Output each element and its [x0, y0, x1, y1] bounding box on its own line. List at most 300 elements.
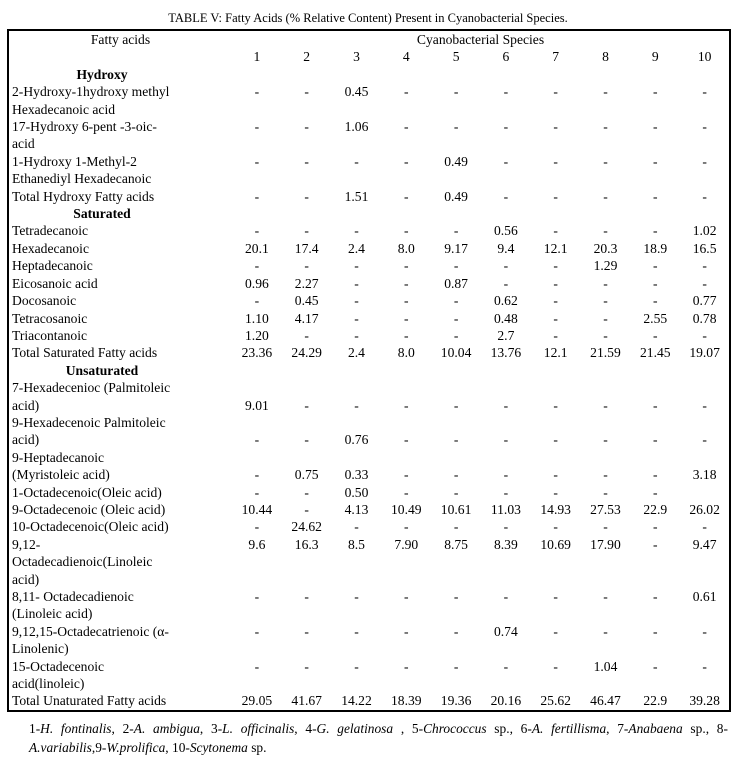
value-cell: - [603, 188, 608, 204]
table-row [8, 257, 730, 274]
legend-text: , 10- [165, 739, 190, 755]
section-label: Hydroxy [76, 66, 128, 82]
species-number-header: 2 [303, 49, 311, 65]
fatty-acid-label: 9,12,15-Octadecatrienoic (α- [12, 623, 169, 639]
table-row [8, 501, 730, 518]
value-cell: 1.02 [692, 223, 717, 239]
legend-text: 1- [29, 720, 41, 736]
value-cell: 46.47 [590, 693, 621, 709]
value-cell: 9.17 [444, 240, 468, 256]
value-cell: - [503, 432, 509, 448]
value-cell: - [404, 153, 409, 169]
value-cell: - [553, 623, 558, 639]
value-cell: - [304, 84, 309, 100]
table-row [8, 449, 730, 466]
value-cell: - [603, 432, 608, 448]
value-cell: - [603, 397, 608, 413]
value-cell: - [354, 589, 359, 604]
value-cell: - [553, 310, 558, 326]
value-cell: - [254, 223, 260, 239]
value-cell: - [603, 310, 608, 326]
fatty-acid-label: Total Saturated Fatty acids [12, 345, 158, 361]
value-cell: - [404, 432, 409, 448]
table-row [8, 397, 730, 414]
value-cell: - [553, 432, 558, 448]
value-cell: - [404, 223, 409, 239]
value-cell: 0.61 [692, 589, 717, 604]
value-cell: 24.62 [291, 519, 322, 535]
value-cell: 13.76 [490, 345, 522, 361]
value-cell: - [304, 397, 309, 413]
value-cell: - [603, 275, 608, 291]
value-cell: 0.78 [692, 310, 717, 326]
value-cell: - [404, 275, 409, 291]
legend-text: , 2- [111, 720, 134, 736]
value-cell: - [553, 293, 558, 309]
fatty-acid-label: acid [12, 136, 35, 152]
value-cell: 2.4 [347, 345, 365, 361]
value-cell: - [254, 658, 260, 674]
value-cell: - [603, 84, 608, 100]
value-cell: - [503, 153, 509, 169]
value-cell: 29.05 [241, 693, 273, 709]
value-cell: 20.16 [490, 693, 522, 709]
value-cell: 8.0 [397, 240, 415, 256]
value-cell: - [404, 589, 409, 604]
empty-cells [232, 362, 730, 379]
value-cell: - [702, 432, 707, 448]
fatty-acid-label: Tetracosanoic [12, 310, 88, 326]
value-cell: 0.45 [294, 293, 319, 309]
value-cell: - [453, 623, 459, 639]
value-cell: 16.3 [294, 536, 319, 552]
value-cell: - [404, 310, 409, 326]
value-cell: - [304, 327, 309, 343]
value-cell: 0.62 [493, 293, 518, 309]
value-cell: 19.36 [440, 693, 472, 709]
value-cell: - [603, 623, 608, 639]
value-cell: - [702, 658, 707, 674]
value-cell: - [404, 188, 409, 204]
value-cell: - [404, 467, 409, 483]
fatty-acid-label: acid) [12, 397, 40, 413]
value-cell: - [354, 397, 359, 413]
fatty-acid-label: Hexadecanoic acid [12, 101, 116, 117]
value-cell: - [453, 310, 459, 326]
value-cell: - [453, 484, 459, 500]
value-cell: 22.9 [643, 693, 668, 709]
value-cell: 10.61 [440, 501, 472, 517]
legend-text: , 7- [606, 720, 629, 736]
value-cell: - [653, 519, 658, 535]
table-row [8, 484, 730, 501]
table-row [8, 553, 730, 570]
value-cell: - [404, 258, 409, 274]
value-cell [680, 484, 730, 501]
fatty-acid-label: Heptadecanoic [12, 258, 93, 274]
value-cell: - [653, 84, 658, 100]
value-cell: 10.69 [540, 536, 571, 552]
table-row [8, 658, 730, 675]
species-name: A. fertillisma [531, 720, 607, 736]
value-cell: 21.45 [639, 345, 671, 361]
species-name: G. gelatinosa [316, 720, 394, 736]
table-row [8, 240, 730, 257]
legend-text: sp., 6- [486, 720, 532, 736]
value-cell: - [653, 397, 658, 413]
table-row [8, 414, 730, 431]
value-cell: 3.18 [692, 467, 717, 483]
value-cell: - [503, 589, 509, 604]
value-cell: 11.03 [490, 501, 521, 517]
value-cell: - [453, 658, 459, 674]
value-cell: - [254, 467, 260, 483]
fatty-acid-label: Total Unaturated Fatty acids [12, 693, 167, 709]
section-row [8, 66, 730, 83]
value-cell: - [404, 519, 409, 535]
species-name: L. officinalis [222, 720, 295, 736]
value-cell: - [304, 589, 309, 604]
value-cell: - [453, 397, 459, 413]
value-cell: - [304, 484, 309, 500]
fatty-acid-label: 1-Hydroxy 1-Methyl-2 [12, 153, 137, 169]
table-row [8, 588, 730, 605]
value-cell: 10.49 [390, 501, 422, 517]
value-cell: - [702, 397, 707, 413]
value-cell: 24.29 [291, 345, 322, 361]
value-cell: - [653, 293, 658, 309]
value-cell: - [354, 275, 359, 291]
table-row [8, 344, 730, 361]
species-number-header: 1 [253, 49, 261, 65]
value-cell: - [503, 84, 509, 100]
table-row [8, 170, 730, 187]
value-cell: - [553, 275, 558, 291]
value-cell: - [603, 223, 608, 239]
value-cell: 0.48 [493, 310, 518, 326]
table-title: TABLE V: Fatty Acids (% Relative Content) Present in Cyanobacterial Species. [168, 11, 568, 25]
value-cell: 21.59 [590, 345, 621, 361]
empty-header-cell [8, 48, 232, 65]
value-cell: - [653, 484, 658, 500]
value-cell: 0.96 [245, 275, 269, 291]
value-cell: - [653, 658, 658, 674]
value-cell: - [354, 258, 359, 274]
value-cell: - [354, 327, 359, 343]
value-cell: - [653, 275, 658, 291]
value-cell: 1.10 [245, 310, 269, 326]
fatty-acid-label: Tetradecanoic [12, 223, 89, 239]
species-name: A. ambigua [133, 720, 200, 736]
value-cell: - [254, 623, 260, 639]
value-cell: - [553, 327, 558, 343]
value-cell: 14.93 [540, 501, 571, 517]
value-cell: 18.39 [390, 693, 422, 709]
value-cell: 9.6 [248, 536, 266, 552]
value-cell: - [702, 188, 707, 204]
value-cell: - [553, 658, 558, 674]
value-cell: - [354, 658, 359, 674]
value-cell: - [653, 467, 658, 483]
table-row [8, 640, 730, 657]
fatty-acid-label: Docosanoic [12, 293, 77, 309]
value-cell: - [453, 467, 459, 483]
value-cell: 39.28 [689, 693, 720, 709]
value-cell: - [653, 432, 658, 448]
value-cell: - [404, 119, 409, 135]
value-cell: 20.3 [593, 240, 618, 256]
fatty-acid-label: (Myristoleic acid) [12, 467, 110, 483]
value-cell: - [503, 658, 509, 674]
value-cell: 9.01 [245, 397, 269, 413]
value-cell: 27.53 [590, 501, 621, 517]
fatty-acid-label: 17-Hydroxy 6-pent -3-oic- [12, 119, 157, 135]
table-row [8, 692, 730, 710]
value-cell: 25.62 [540, 693, 571, 709]
species-number-header: 6 [502, 49, 510, 65]
value-cell: - [254, 153, 260, 169]
value-cell: - [503, 467, 509, 483]
value-cell: - [603, 153, 608, 169]
value-cell: - [354, 293, 359, 309]
empty-cells [232, 379, 730, 396]
species-group-header: Cyanobacterial Species [416, 32, 545, 47]
value-cell: - [254, 188, 260, 204]
value-cell: - [254, 119, 260, 135]
value-cell: 9.47 [692, 536, 717, 552]
value-cell: - [553, 467, 558, 483]
value-cell: - [603, 484, 608, 500]
fatty-acid-label: acid(linoleic) [12, 676, 85, 692]
table-row [8, 571, 730, 588]
value-cell: - [453, 589, 459, 604]
value-cell: 9.4 [497, 240, 515, 256]
value-cell: 1.04 [593, 658, 618, 674]
value-cell: - [603, 519, 608, 535]
value-cell: 12.1 [543, 240, 568, 256]
value-cell: - [653, 327, 658, 343]
value-cell: - [254, 519, 260, 535]
value-cell: 0.75 [294, 467, 319, 483]
value-cell: - [254, 258, 260, 274]
value-cell: - [304, 501, 309, 517]
empty-cells [232, 571, 730, 588]
fatty-acid-label: acid) [12, 432, 40, 448]
empty-cells [232, 205, 730, 222]
value-cell: 0.49 [444, 188, 468, 204]
value-cell: - [453, 84, 459, 100]
table-row [8, 222, 730, 239]
header-row-species-numbers [8, 48, 730, 65]
species-name: Anabaena [628, 720, 683, 736]
value-cell: 1.06 [344, 119, 369, 135]
value-cell: - [254, 484, 260, 500]
value-cell: - [503, 275, 509, 291]
fatty-acid-label: Ethanediyl Hexadecanoic [12, 171, 152, 187]
value-cell: 8.5 [347, 536, 365, 552]
fatty-acid-label: 1-Octadecenoic(Oleic acid) [12, 484, 162, 500]
value-cell: 12.1 [543, 345, 568, 361]
value-cell: 8.75 [444, 536, 468, 552]
value-cell: - [553, 223, 558, 239]
fatty-acids-column-header: Fatty acids [90, 32, 151, 47]
value-cell: - [702, 84, 707, 100]
empty-cells [232, 414, 730, 431]
value-cell: 0.45 [344, 84, 369, 100]
value-cell: 0.33 [344, 467, 369, 483]
fatty-acid-label: Octadecadienoic(Linoleic [12, 554, 153, 570]
table-row [8, 83, 730, 100]
species-name: A.variabilis [29, 739, 92, 755]
fatty-acid-label: 9-Hexadecenoic Palmitoleic [12, 414, 166, 430]
value-cell: - [603, 293, 608, 309]
value-cell: - [653, 223, 658, 239]
value-cell: - [354, 519, 359, 535]
value-cell: 18.9 [643, 240, 668, 256]
value-cell: 0.49 [444, 153, 468, 169]
table-row [8, 310, 730, 327]
value-cell: 4.13 [344, 501, 369, 517]
fatty-acid-label: 9,12- [12, 536, 41, 552]
value-cell: 14.22 [341, 693, 372, 709]
empty-cells [232, 101, 730, 118]
value-cell: - [304, 188, 309, 204]
empty-cells [232, 640, 730, 657]
value-cell: - [304, 153, 309, 169]
value-cell: - [503, 484, 509, 500]
species-name: Scytonema [189, 739, 248, 755]
fatty-acid-label: 7-Hexadecenioc (Palmitoleic [12, 380, 171, 396]
value-cell: - [553, 519, 558, 535]
value-cell: - [503, 119, 509, 135]
value-cell: - [354, 153, 359, 169]
table-row [8, 135, 730, 152]
fatty-acid-label: Linolenic) [12, 641, 69, 657]
empty-cells [232, 66, 730, 83]
table-row [8, 431, 730, 448]
table-row [8, 466, 730, 483]
value-cell: 26.02 [689, 501, 720, 517]
value-cell: - [404, 623, 409, 639]
value-cell: 4.17 [294, 310, 319, 326]
species-name: Chrococcus [423, 720, 487, 736]
fatty-acid-label: 10-Octadecenoic(Oleic acid) [12, 519, 169, 535]
value-cell: - [404, 327, 409, 343]
value-cell: - [354, 623, 359, 639]
section-label: Saturated [73, 206, 131, 222]
value-cell: - [304, 658, 309, 674]
species-number-header: 4 [402, 49, 410, 65]
value-cell: - [702, 275, 707, 291]
value-cell: 0.56 [493, 223, 518, 239]
value-cell: - [653, 119, 658, 135]
value-cell: - [603, 327, 608, 343]
value-cell: - [653, 536, 658, 552]
value-cell: - [503, 519, 509, 535]
value-cell: - [553, 397, 558, 413]
value-cell: - [653, 589, 658, 604]
value-cell: 17.90 [590, 536, 621, 552]
empty-cells [232, 135, 730, 152]
value-cell: 7.90 [394, 536, 419, 552]
fatty-acid-label: Hexadecanoic [12, 240, 89, 256]
value-cell: - [453, 293, 459, 309]
table-row [8, 188, 730, 205]
value-cell: - [702, 258, 707, 274]
table-row [8, 327, 730, 344]
value-cell: - [702, 519, 707, 535]
legend-text: , 3- [199, 720, 223, 736]
empty-cells [232, 675, 730, 692]
table-row [8, 118, 730, 135]
empty-cells [232, 553, 730, 570]
value-cell: - [503, 188, 509, 204]
value-cell: 1.51 [344, 188, 369, 204]
table-row [8, 275, 730, 292]
value-cell: - [404, 484, 409, 500]
value-cell: 8.0 [397, 345, 415, 361]
value-cell: 8.39 [493, 536, 518, 552]
header-row-groups [8, 30, 730, 48]
value-cell: - [503, 258, 509, 274]
value-cell: 0.77 [692, 293, 717, 309]
value-cell: - [453, 327, 459, 343]
value-cell: - [702, 327, 707, 343]
value-cell: 17.4 [294, 240, 319, 256]
table-row [8, 379, 730, 396]
value-cell: - [254, 84, 260, 100]
value-cell: 2.7 [497, 327, 515, 343]
value-cell: - [453, 432, 459, 448]
value-cell: - [304, 432, 309, 448]
value-cell: 1.29 [593, 258, 618, 274]
value-cell: - [404, 397, 409, 413]
section-row [8, 205, 730, 222]
table-row [8, 101, 730, 118]
value-cell: - [453, 223, 459, 239]
table-body [8, 66, 730, 711]
value-cell: - [553, 119, 558, 135]
table-row [8, 518, 730, 535]
fatty-acid-label: 9-Octadecenoic (Oleic acid) [12, 501, 166, 517]
species-name: W.prolifica [106, 739, 166, 755]
value-cell: - [404, 658, 409, 674]
species-number-header: 3 [353, 49, 360, 65]
value-cell: - [254, 589, 260, 604]
empty-cells [232, 605, 730, 622]
value-cell: 0.74 [493, 623, 518, 639]
value-cell: - [553, 589, 558, 604]
value-cell: - [304, 119, 309, 135]
value-cell: - [453, 119, 459, 135]
value-cell: - [702, 119, 707, 135]
species-number-header: 8 [602, 49, 609, 65]
value-cell: - [304, 223, 309, 239]
species-number-header: 9 [651, 49, 659, 65]
species-name: H. fontinalis [40, 720, 112, 736]
empty-cells [232, 449, 730, 466]
value-cell: - [603, 589, 608, 604]
table-row [8, 153, 730, 170]
value-cell: 20.1 [245, 240, 269, 256]
value-cell: 19.07 [689, 345, 720, 361]
value-cell: - [702, 623, 707, 639]
value-cell: - [254, 432, 260, 448]
legend-text: , 5- [393, 720, 424, 736]
fatty-acid-label: (Linoleic acid) [12, 606, 93, 622]
value-cell: 1.20 [245, 327, 269, 343]
table-row [8, 605, 730, 622]
